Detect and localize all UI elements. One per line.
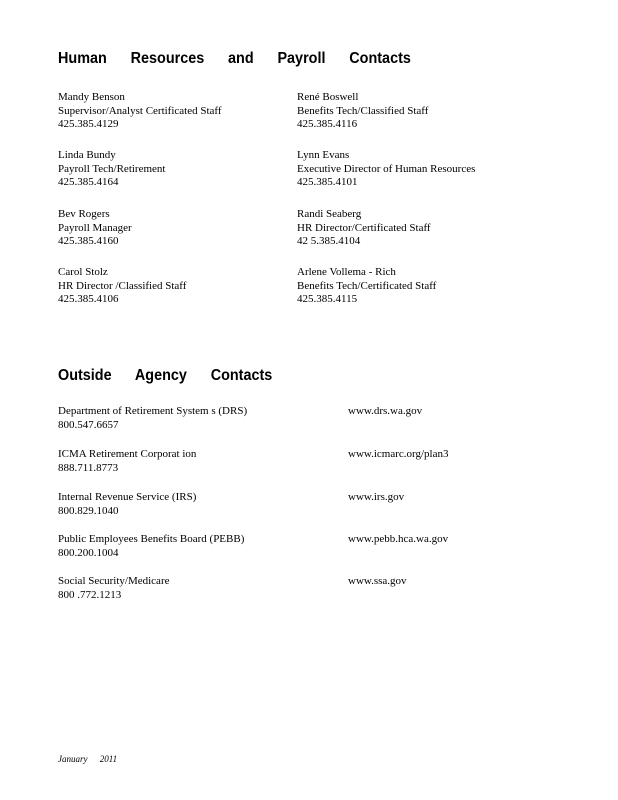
outside-agency-heading: Outside Agency Contacts (58, 367, 273, 384)
contact-name: Carol Stolz (58, 266, 108, 278)
agency-entry (58, 405, 423, 432)
agency-phone: 800 .772.1213 (58, 588, 122, 601)
agency-phone: 800.200.1004 (58, 546, 119, 559)
contact-title: Executive Director of Human Resources (297, 162, 476, 175)
contact-title: Payroll Tech/Retirement (58, 162, 166, 175)
agency-name: Internal Revenue Service (IRS) (58, 491, 197, 503)
agency-url: www.pebb.hca.wa.gov (348, 533, 449, 545)
agency-entry (58, 533, 449, 560)
contact-card (297, 208, 431, 249)
contact-phone: 425.385.4116 (297, 118, 358, 130)
agency-entry (58, 448, 449, 475)
contact-card (297, 149, 475, 190)
contact-card (58, 149, 165, 190)
contact-card (58, 91, 222, 132)
contact-title: Payroll Manager (58, 221, 132, 234)
agency-phone: 888.711.8773 (58, 461, 119, 474)
agency-name: Public Employees Benefits Board (PEBB) (58, 533, 245, 545)
contact-phone: 425.385.4106 (58, 293, 119, 305)
contact-phone: 42 5.385.4104 (297, 235, 361, 247)
contact-card (297, 91, 428, 132)
agency-entry (58, 491, 405, 518)
contact-title: HR Director/Certificated Staff (297, 221, 431, 234)
agency-url: www.ssa.gov (348, 575, 407, 587)
contact-name: Arlene Vollema - Rich (297, 266, 396, 278)
hr-contacts-heading: Human Resources and Payroll Contacts (58, 50, 411, 67)
agency-url: www.icmarc.org/plan3 (348, 448, 449, 460)
contact-card (58, 208, 132, 249)
contact-card (297, 266, 436, 307)
contact-name: Randi Seaberg (297, 208, 362, 220)
contact-name: Mandy Benson (58, 91, 125, 103)
agency-name: Social Security/Medicare (58, 575, 170, 587)
contact-name: Lynn Evans (297, 149, 350, 161)
contact-phone: 425.385.4101 (297, 176, 358, 188)
agency-name: Department of Retirement System s (DRS) (58, 405, 248, 417)
contact-phone: 425.385.4164 (58, 176, 119, 188)
agency-phone: 800.547.6657 (58, 418, 119, 431)
contact-phone: 425.385.4115 (297, 293, 358, 305)
contact-name: Linda Bundy (58, 149, 116, 161)
contact-title: Supervisor/Analyst Certificated Staff (58, 104, 222, 117)
agency-url: www.drs.wa.gov (348, 405, 423, 417)
contact-name: René Boswell (297, 91, 359, 103)
contact-title: Benefits Tech/Classified Staff (297, 104, 429, 117)
agency-entry (58, 575, 407, 602)
contact-phone: 425.385.4160 (58, 235, 119, 247)
footer-date: January 2011 (58, 754, 118, 764)
contact-phone: 425.385.4129 (58, 118, 119, 130)
agency-url: www.irs.gov (348, 491, 405, 503)
contact-card (58, 266, 186, 307)
contact-title: HR Director /Classified Staff (58, 279, 187, 292)
agency-phone: 800.829.1040 (58, 504, 119, 517)
contact-title: Benefits Tech/Certificated Staff (297, 279, 437, 292)
agency-name: ICMA Retirement Corporat ion (58, 448, 197, 460)
contact-name: Bev Rogers (58, 208, 110, 220)
